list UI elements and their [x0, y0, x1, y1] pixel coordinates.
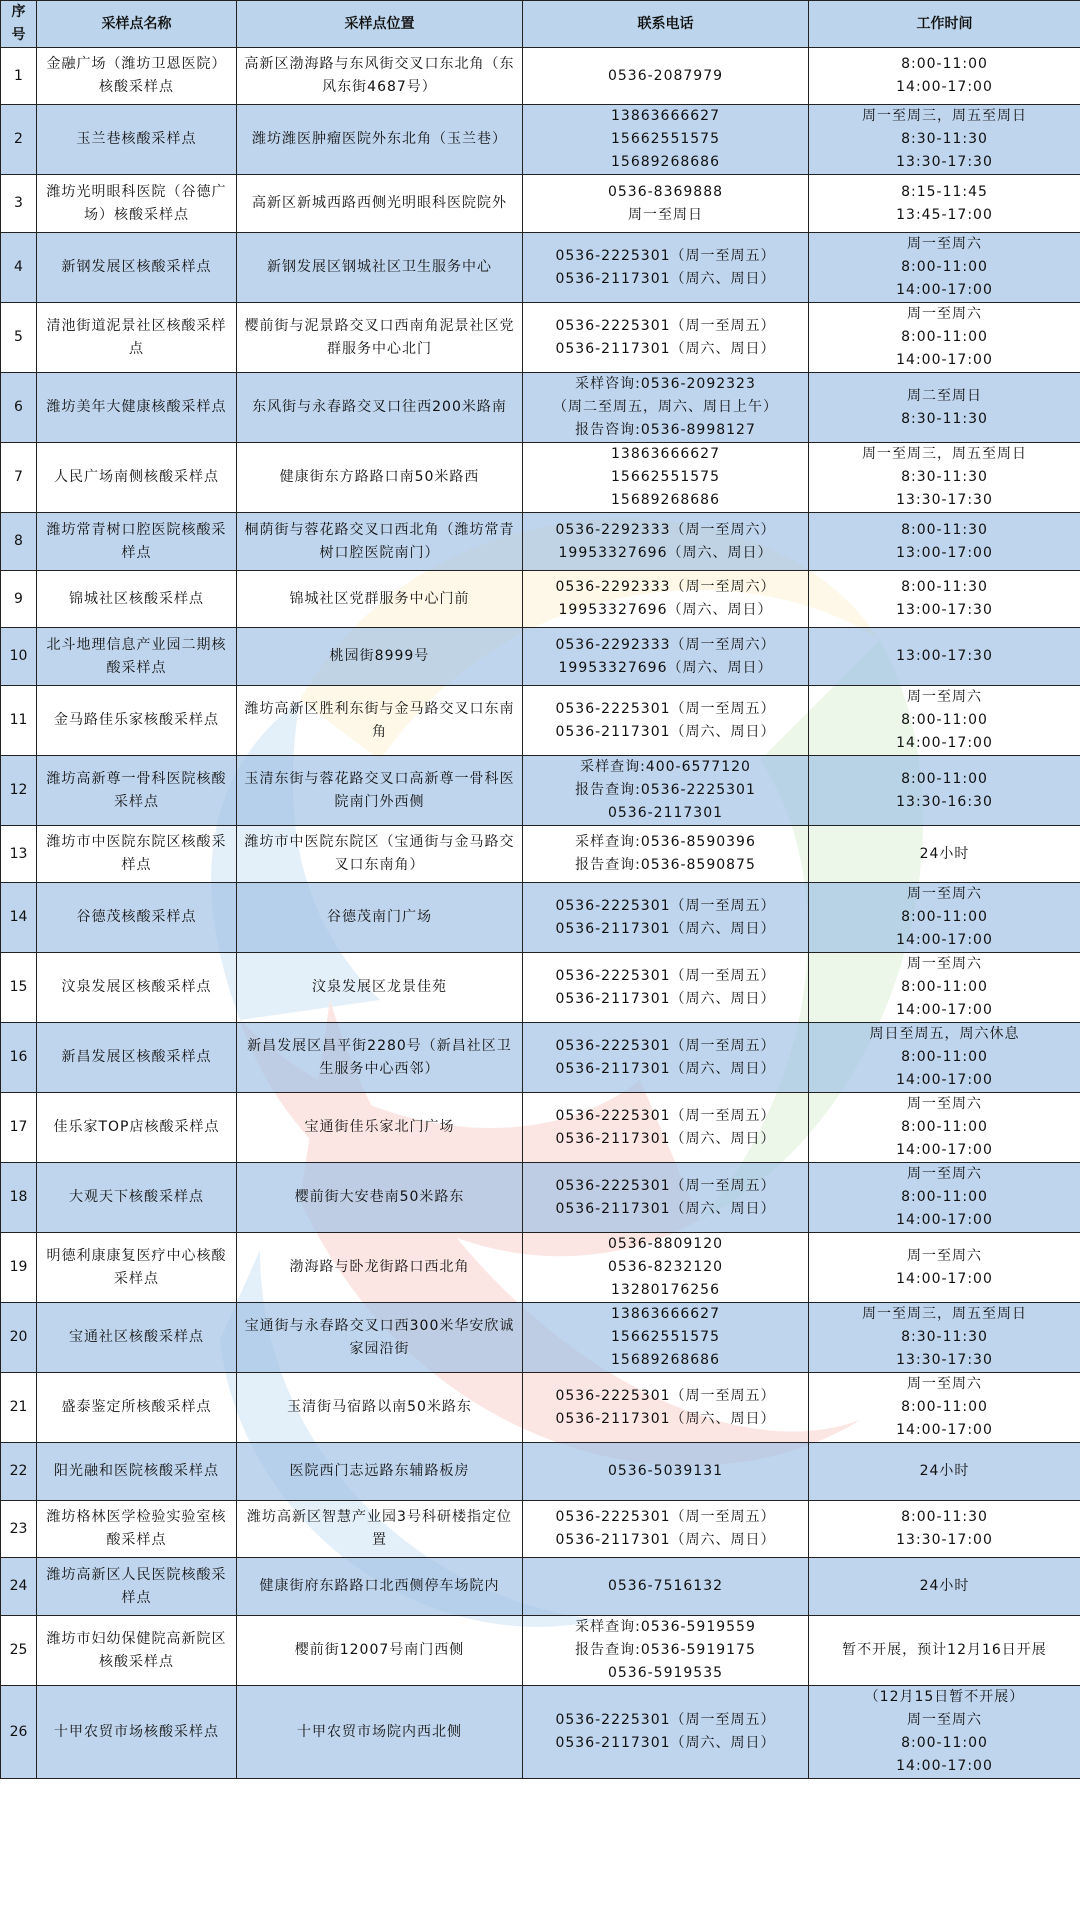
site-phone: [523, 1303, 809, 1373]
site-location: 谷德茂南门广场: [237, 883, 523, 953]
table-row: [1, 686, 1080, 756]
site-phone: [523, 883, 809, 953]
site-phone: [523, 443, 809, 513]
site-hours-line: 暂不开展，预计12月16日开展: [842, 1642, 1047, 1658]
table-row: [1, 443, 1080, 513]
site-phone-line: 19953327696（周六、周日）: [558, 659, 773, 676]
site-name: 潍坊市妇幼保健院高新院区核酸采样点: [37, 1616, 237, 1686]
site-phone-line: 0536-2117301: [607, 805, 724, 821]
site-hours: [809, 443, 1080, 513]
site-name: 潍坊美年大健康核酸采样点: [37, 373, 237, 443]
site-phone-line: 0536-2117301（周六、周日）: [555, 1735, 776, 1751]
row-index: 19: [1, 1233, 37, 1303]
site-phone: [523, 1163, 809, 1233]
site-hours-line: 周一至周三，周五至周日: [862, 446, 1027, 462]
site-location: 宝通街佳乐家北门广场: [237, 1093, 523, 1163]
site-name: 潍坊常青树口腔医院核酸采样点: [37, 513, 237, 571]
table-row: [1, 628, 1080, 686]
site-hours-line: 13:00-17:30: [896, 602, 993, 618]
table-row: [1, 571, 1080, 628]
site-name: 锦城社区核酸采样点: [37, 571, 237, 628]
site-phone-line: 0536-2225301（周一至周五）: [555, 1712, 776, 1728]
site-hours: [809, 1233, 1080, 1303]
table-header-row: [1, 1, 1080, 48]
site-phone-line: 15689268686: [611, 492, 720, 508]
site-location: 汶泉发展区龙景佳苑: [237, 953, 523, 1023]
row-index: 1: [1, 48, 37, 105]
site-name: 汶泉发展区核酸采样点: [37, 953, 237, 1023]
row-index: 3: [1, 175, 37, 233]
site-hours: [809, 1501, 1080, 1558]
row-index: 25: [1, 1616, 37, 1686]
site-phone: [523, 571, 809, 628]
header-index: 序号: [1, 1, 37, 48]
site-hours: [809, 373, 1080, 443]
site-hours-line: 周日至周五，周六休息: [869, 1026, 1020, 1042]
row-index: 13: [1, 826, 37, 883]
site-hours-line: 14:00-17:00: [896, 282, 993, 298]
site-location: 潍坊高新区胜利东街与金马路交叉口东南角: [237, 686, 523, 756]
site-hours-line: 8:00-11:00: [901, 1119, 988, 1135]
site-phone: [523, 1501, 809, 1558]
site-hours-line: 14:00-17:00: [896, 1758, 993, 1774]
site-phone-line: 15662551575: [611, 1329, 720, 1345]
site-phone-line: 19953327696（周六、周日）: [558, 544, 773, 561]
table-row: [1, 175, 1080, 233]
site-phone-line: 15662551575: [611, 131, 720, 147]
site-phone-line: 13280176256: [611, 1282, 720, 1298]
site-hours-line: 14:00-17:00: [896, 932, 993, 948]
site-location: 樱前街大安巷南50米路东: [237, 1163, 523, 1233]
site-phone: [523, 1616, 809, 1686]
site-location: 潍坊潍医肿瘤医院外东北角（玉兰巷）: [237, 105, 523, 175]
site-phone-line: 15662551575: [611, 469, 720, 485]
site-phone-line: 采样咨询:0536-2092323: [575, 376, 756, 392]
site-phone-line: 0536-2117301（周六、周日）: [555, 920, 776, 937]
site-hours-line: 14:00-17:00: [896, 1212, 993, 1228]
site-hours: [809, 233, 1080, 303]
site-name: 玉兰巷核酸采样点: [37, 105, 237, 175]
row-index: 16: [1, 1023, 37, 1093]
table-row: [1, 1686, 1080, 1779]
site-hours-line: 周一至周六: [907, 956, 982, 972]
row-index: 5: [1, 303, 37, 373]
site-hours: [809, 1443, 1080, 1501]
site-phone-line: 0536-2292333（周一至周六）: [555, 521, 776, 538]
site-phone-line: 0536-2225301（周一至周五）: [555, 247, 776, 264]
site-hours: [809, 1163, 1080, 1233]
site-location: 医院西门志远路东辅路板房: [237, 1443, 523, 1501]
table-row: [1, 1163, 1080, 1233]
site-hours-line: 周一至周六: [907, 306, 982, 322]
site-hours-line: 周一至周六: [907, 236, 982, 252]
site-hours-line: 14:00-17:00: [896, 1422, 993, 1438]
site-hours-line: 8:00-11:00: [901, 1189, 988, 1205]
site-hours: [809, 1093, 1080, 1163]
site-name: 潍坊高新区人民医院核酸采样点: [37, 1558, 237, 1616]
site-name: 潍坊光明眼科医院（谷德广场）核酸采样点: [37, 175, 237, 233]
site-hours: [809, 303, 1080, 373]
site-name: 阳光融和医院核酸采样点: [37, 1443, 237, 1501]
site-phone-line: 采样查询:400-6577120: [580, 759, 751, 775]
site-hours-line: 8:00-11:00: [901, 909, 988, 925]
row-index: 6: [1, 373, 37, 443]
site-hours-line: （12月15日暂不开展）: [864, 1689, 1025, 1705]
site-hours-line: 8:30-11:30: [901, 131, 988, 147]
site-phone: [523, 1558, 809, 1616]
site-phone: [523, 1093, 809, 1163]
site-phone-line: 13863666627: [611, 108, 720, 124]
site-location: 新钢发展区钢城社区卫生服务中心: [237, 233, 523, 303]
site-phone-line: 报告咨询:0536-8998127: [575, 422, 756, 438]
site-phone-line: 0536-2117301（周六、周日）: [555, 270, 776, 287]
site-hours: [809, 1303, 1080, 1373]
site-phone-line: 0536-2225301（周一至周五）: [555, 1107, 776, 1124]
site-hours-line: 24小时: [919, 1578, 970, 1594]
table-row: [1, 953, 1080, 1023]
site-phone: [523, 756, 809, 826]
row-index: 22: [1, 1443, 37, 1501]
site-phone-line: 报告查询:0536-2225301: [575, 782, 756, 798]
site-hours-line: 14:00-17:00: [896, 79, 993, 95]
site-phone-line: 0536-2292333（周一至周六）: [555, 636, 776, 653]
site-hours-line: 24小时: [919, 1463, 970, 1479]
site-phone-line: 采样查询:0536-5919559: [575, 1619, 756, 1635]
table-row: [1, 756, 1080, 826]
row-index: 9: [1, 571, 37, 628]
site-location: 新昌发展区昌平街2280号（新昌社区卫生服务中心西邻）: [237, 1023, 523, 1093]
row-index: 12: [1, 756, 37, 826]
table-row: [1, 1616, 1080, 1686]
site-hours: [809, 953, 1080, 1023]
header-location: 采样点位置: [237, 1, 523, 48]
table-row: [1, 48, 1080, 105]
site-phone-line: 15689268686: [611, 1352, 720, 1368]
row-index: 2: [1, 105, 37, 175]
site-phone-line: 13863666627: [611, 446, 720, 462]
site-hours-line: 13:30-16:30: [896, 793, 993, 810]
row-index: 15: [1, 953, 37, 1023]
site-phone-line: 15689268686: [611, 154, 720, 170]
site-phone-line: 0536-2225301（周一至周五）: [555, 967, 776, 984]
site-phone: [523, 48, 809, 105]
site-location: 高新区新城西路西侧光明眼科医院院外: [237, 175, 523, 233]
site-location: 桃园街8999号: [237, 628, 523, 686]
table-row: [1, 1443, 1080, 1501]
row-index: 8: [1, 513, 37, 571]
site-phone-line: 0536-2117301（周六、周日）: [555, 340, 776, 357]
row-index: 18: [1, 1163, 37, 1233]
table-row: [1, 513, 1080, 571]
site-hours-line: 周一至周六: [907, 1247, 982, 1264]
site-name: 北斗地理信息产业园二期核酸采样点: [37, 628, 237, 686]
table-row: [1, 373, 1080, 443]
row-index: 20: [1, 1303, 37, 1373]
site-name: 清池街道泥景社区核酸采样点: [37, 303, 237, 373]
site-phone-line: 0536-2087979: [607, 67, 724, 84]
site-phone-line: 0536-2225301（周一至周五）: [555, 1037, 776, 1054]
site-hours-line: 14:00-17:00: [896, 1002, 993, 1018]
site-phone: [523, 1686, 809, 1779]
site-phone-line: 0536-2117301（周六、周日）: [555, 1130, 776, 1147]
table-row: [1, 1303, 1080, 1373]
site-location: 潍坊市中医院东院区（宝通街与金马路交叉口东南角）: [237, 826, 523, 883]
site-location: 高新区渤海路与东风街交叉口东北角（东风东街4687号）: [237, 48, 523, 105]
site-phone-line: 报告查询:0536-8590875: [575, 857, 756, 873]
site-phone-line: 周一至周日: [628, 206, 703, 223]
site-hours-line: 14:00-17:00: [896, 1142, 993, 1158]
site-hours: [809, 513, 1080, 571]
site-phone: [523, 105, 809, 175]
row-index: 23: [1, 1501, 37, 1558]
site-location: 健康街东方路路口南50米路西: [237, 443, 523, 513]
site-phone: [523, 1023, 809, 1093]
site-hours-line: 周一至周六: [907, 1712, 982, 1728]
site-phone: [523, 826, 809, 883]
row-index: 26: [1, 1686, 37, 1779]
site-hours-line: 8:00-11:30: [901, 521, 988, 538]
site-hours-line: 14:00-17:00: [896, 1072, 993, 1088]
row-index: 4: [1, 233, 37, 303]
site-phone-line: 报告查询:0536-5919175: [575, 1642, 756, 1658]
site-phone-line: 0536-2225301（周一至周五）: [555, 700, 776, 717]
site-name: 潍坊格林医学检验实验室核酸采样点: [37, 1501, 237, 1558]
table-row: [1, 1373, 1080, 1443]
site-phone-line: 0536-2225301（周一至周五）: [555, 1509, 776, 1525]
site-location: 樱前街12007号南门西侧: [237, 1616, 523, 1686]
site-hours-line: 14:00-17:00: [896, 735, 993, 751]
site-hours-line: 8:00-11:00: [901, 259, 988, 275]
site-hours-line: 8:00-11:00: [901, 329, 988, 345]
row-index: 10: [1, 628, 37, 686]
site-hours-line: 8:30-11:30: [901, 410, 988, 427]
site-hours: [809, 1023, 1080, 1093]
site-hours-line: 8:00-11:00: [901, 56, 988, 72]
site-phone-line: 0536-2117301（周六、周日）: [555, 1200, 776, 1217]
table-row: [1, 303, 1080, 373]
site-location: 樱前街与泥景路交叉口西南角泥景社区党群服务中心北门: [237, 303, 523, 373]
site-name: 宝通社区核酸采样点: [37, 1303, 237, 1373]
site-hours: [809, 628, 1080, 686]
site-name: 新钢发展区核酸采样点: [37, 233, 237, 303]
site-phone: [523, 175, 809, 233]
site-phone-line: 0536-2225301（周一至周五）: [555, 897, 776, 914]
site-phone-line: 0536-2117301（周六、周日）: [555, 990, 776, 1007]
site-hours-line: 周一至周六: [907, 1096, 982, 1112]
site-location: 玉清街马宿路以南50米路东: [237, 1373, 523, 1443]
site-hours: [809, 826, 1080, 883]
table-row: [1, 1023, 1080, 1093]
site-phone-line: 0536-8369888: [607, 183, 724, 200]
site-phone: [523, 953, 809, 1023]
row-index: 11: [1, 686, 37, 756]
site-hours-line: 8:00-11:00: [901, 979, 988, 995]
site-hours-line: 8:30-11:30: [901, 469, 988, 485]
header-name: 采样点名称: [37, 1, 237, 48]
site-hours-line: 14:00-17:00: [896, 352, 993, 368]
site-phone-line: 0536-5919535: [607, 1665, 724, 1681]
site-hours-line: 8:00-11:00: [901, 1735, 988, 1751]
table-row: [1, 1233, 1080, 1303]
site-hours-line: 周一至周三，周五至周日: [862, 108, 1027, 124]
site-name: 盛泰鉴定所核酸采样点: [37, 1373, 237, 1443]
site-location: 桐荫街与蓉花路交叉口西北角（潍坊常青树口腔医院南门）: [237, 513, 523, 571]
site-hours: [809, 686, 1080, 756]
site-hours-line: 13:30-17:00: [896, 1532, 993, 1548]
site-location: 宝通街与永春路交叉口西300米华安欣诚家园沿街: [237, 1303, 523, 1373]
site-hours-line: 周一至周六: [907, 1166, 982, 1182]
site-phone-line: （周二至周五，周六、周日上午）: [553, 399, 778, 415]
site-hours-line: 13:45-17:00: [896, 206, 993, 223]
site-phone-line: 0536-8232120: [607, 1259, 724, 1275]
site-phone-line: 0536-2117301（周六、周日）: [555, 1060, 776, 1077]
site-hours-line: 24小时: [919, 845, 970, 862]
site-hours-line: 周一至周六: [907, 689, 982, 705]
site-phone-line: 0536-5039131: [607, 1463, 724, 1479]
site-location: 锦城社区党群服务中心门前: [237, 571, 523, 628]
site-hours: [809, 1558, 1080, 1616]
site-hours: [809, 756, 1080, 826]
table-row: [1, 1558, 1080, 1616]
site-hours: [809, 1616, 1080, 1686]
site-location: 潍坊高新区智慧产业园3号科研楼指定位置: [237, 1501, 523, 1558]
site-phone: [523, 686, 809, 756]
site-hours-line: 13:00-17:30: [896, 648, 993, 664]
site-name: 人民广场南侧核酸采样点: [37, 443, 237, 513]
site-hours: [809, 1686, 1080, 1779]
site-phone: [523, 1373, 809, 1443]
site-name: 谷德茂核酸采样点: [37, 883, 237, 953]
table-row: [1, 883, 1080, 953]
site-phone-line: 0536-2117301（周六、周日）: [555, 723, 776, 740]
site-hours: [809, 48, 1080, 105]
site-location: 东风街与永春路交叉口往西200米路南: [237, 373, 523, 443]
site-hours-line: 8:15-11:45: [901, 183, 988, 200]
site-hours-line: 13:30-17:30: [896, 1352, 993, 1368]
site-name: 新昌发展区核酸采样点: [37, 1023, 237, 1093]
row-index: 24: [1, 1558, 37, 1616]
site-name: 十甲农贸市场核酸采样点: [37, 1686, 237, 1779]
site-phone: [523, 303, 809, 373]
site-hours-line: 8:00-11:00: [901, 770, 988, 787]
site-hours-line: 8:00-11:00: [901, 712, 988, 728]
site-hours: [809, 1373, 1080, 1443]
site-hours: [809, 175, 1080, 233]
row-index: 14: [1, 883, 37, 953]
site-hours: [809, 571, 1080, 628]
site-hours-line: 13:30-17:30: [896, 154, 993, 170]
table-row: [1, 233, 1080, 303]
site-location: 渤海路与卧龙街路口西北角: [237, 1233, 523, 1303]
row-index: 7: [1, 443, 37, 513]
site-location: 十甲农贸市场院内西北侧: [237, 1686, 523, 1779]
table-row: [1, 1093, 1080, 1163]
site-hours-line: 周二至周日: [907, 387, 982, 404]
site-phone: [523, 233, 809, 303]
site-phone-line: 19953327696（周六、周日）: [558, 602, 773, 618]
site-phone: [523, 628, 809, 686]
site-name: 明德利康康复医疗中心核酸采样点: [37, 1233, 237, 1303]
site-phone-line: 0536-8809120: [607, 1236, 724, 1252]
site-hours: [809, 105, 1080, 175]
site-hours-line: 8:00-11:30: [901, 1509, 988, 1525]
table-row: [1, 826, 1080, 883]
table-row: [1, 105, 1080, 175]
site-phone-line: 0536-2225301（周一至周五）: [555, 1177, 776, 1194]
site-phone: [523, 1233, 809, 1303]
site-name: 金马路佳乐家核酸采样点: [37, 686, 237, 756]
header-hours: 工作时间: [809, 1, 1080, 48]
site-hours-line: 周一至周六: [907, 886, 982, 902]
site-hours-line: 周一至周六: [907, 1376, 982, 1392]
site-phone-line: 0536-2225301（周一至周五）: [555, 317, 776, 334]
row-index: 17: [1, 1093, 37, 1163]
site-name: 金融广场（潍坊卫恩医院）核酸采样点: [37, 48, 237, 105]
site-phone-line: 0536-2292333（周一至周六）: [555, 579, 776, 595]
site-phone-line: 0536-2117301（周六、周日）: [555, 1410, 776, 1427]
site-phone-line: 0536-2117301（周六、周日）: [555, 1532, 776, 1548]
site-name: 潍坊市中医院东院区核酸采样点: [37, 826, 237, 883]
site-name: 佳乐家TOP店核酸采样点: [37, 1093, 237, 1163]
site-name: 大观天下核酸采样点: [37, 1163, 237, 1233]
header-phone: 联系电话: [523, 1, 809, 48]
site-hours: [809, 883, 1080, 953]
site-phone: [523, 513, 809, 571]
site-hours-line: 8:30-11:30: [901, 1329, 988, 1345]
site-phone-line: 采样查询:0536-8590396: [575, 834, 756, 850]
site-hours-line: 周一至周三，周五至周日: [862, 1306, 1027, 1322]
site-phone-line: 13863666627: [611, 1306, 720, 1322]
site-hours-line: 13:30-17:30: [896, 492, 993, 508]
site-location: 玉清东街与蓉花路交叉口高新尊一骨科医院南门外西侧: [237, 756, 523, 826]
site-location: 健康街府东路路口北西侧停车场院内: [237, 1558, 523, 1616]
site-phone-line: 0536-2225301（周一至周五）: [555, 1387, 776, 1404]
site-name: 潍坊高新尊一骨科医院核酸采样点: [37, 756, 237, 826]
site-hours-line: 8:00-11:00: [901, 1399, 988, 1415]
site-phone: [523, 373, 809, 443]
site-phone: [523, 1443, 809, 1501]
site-hours-line: 13:00-17:00: [896, 544, 993, 561]
site-phone-line: 0536-7516132: [607, 1578, 724, 1594]
site-hours-line: 8:00-11:00: [901, 1049, 988, 1065]
table-row: [1, 1501, 1080, 1558]
row-index: 21: [1, 1373, 37, 1443]
site-hours-line: 14:00-17:00: [896, 1270, 993, 1287]
site-hours-line: 8:00-11:30: [901, 579, 988, 595]
